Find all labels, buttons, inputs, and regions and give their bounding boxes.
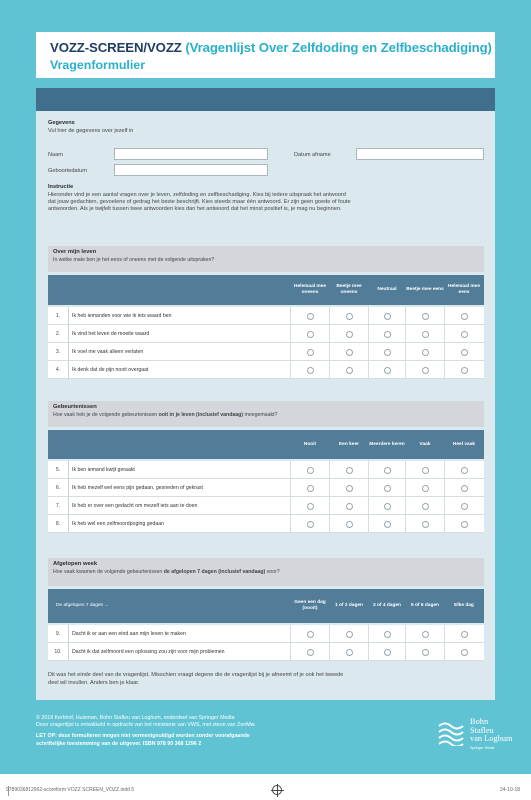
column-divider [329, 325, 330, 342]
column-divider [329, 515, 330, 532]
name-field[interactable] [114, 148, 268, 160]
answer-radio-1[interactable] [307, 503, 314, 510]
answer-radio-1[interactable] [307, 631, 314, 638]
column-divider [290, 307, 291, 324]
column-divider [444, 307, 445, 324]
section3-subtitle [53, 569, 479, 575]
answer-radio-4[interactable] [422, 631, 429, 638]
section1-subtitle: In welke mate ben je het eens of oneens met de volgende uitspraken? [53, 257, 215, 263]
logo-line-1: Bohn [470, 717, 489, 726]
answer-radio-3[interactable] [384, 331, 391, 338]
answer-radio-1[interactable] [307, 367, 314, 374]
logo-wordmark [470, 718, 513, 744]
section2-col-5: Heel vaak [452, 441, 476, 447]
item-number: 1. [48, 307, 69, 324]
answer-radio-5[interactable] [461, 467, 468, 474]
column-divider [329, 461, 330, 478]
section1-title: Over mijn leven [53, 249, 97, 255]
section1-col-5: Helemaal mee eens [448, 284, 480, 295]
answer-radio-3[interactable] [384, 367, 391, 374]
section3-col-3: 3 of 4 dagen [373, 603, 401, 608]
column-divider [405, 343, 406, 360]
gegevens-heading: Gegevens [48, 120, 75, 126]
column-divider [368, 361, 369, 378]
section3-rows [48, 625, 484, 661]
item-number: 10. [48, 643, 69, 660]
title-full-name: (Vragenlijst Over Zelfdoding en Zelfbeschadiging) [185, 40, 492, 55]
column-divider [368, 325, 369, 342]
answer-radio-3[interactable] [384, 313, 391, 320]
logo-wave-icon [436, 720, 466, 746]
answer-radio-4[interactable] [422, 503, 429, 510]
section1-col-1: Helemaal mee oneens [294, 284, 326, 295]
section2-subtitle-bold: ooit in je leven (inclusief vandaag) [158, 412, 244, 418]
section2-row-3 [48, 497, 484, 515]
answer-radio-2[interactable] [346, 649, 353, 656]
section1-col-2: Beetje mee oneens [336, 284, 362, 295]
logo-line-3: van Loghum [470, 734, 513, 744]
column-divider [290, 515, 291, 532]
section3-subtitle-post: voor? [266, 569, 280, 575]
answer-radio-5[interactable] [461, 631, 468, 638]
logo-line-2: Stafleu [470, 725, 494, 735]
item-text: Ik denk dat de pijn nooit overgaat [72, 366, 149, 373]
section3-col-4: 5 of 6 dagen [411, 603, 439, 608]
item-number: 5. [48, 461, 69, 478]
answer-radio-1[interactable] [307, 467, 314, 474]
section-gebeurtenissen [48, 401, 484, 427]
item-number: 6. [48, 479, 69, 496]
item-text: Ik heb er over een gedacht om mezelf iets aan te doen [72, 502, 198, 509]
answer-radio-5[interactable] [461, 367, 468, 374]
item-text: Ik voel me vaak alleen verlaten [72, 348, 144, 355]
column-divider [444, 325, 445, 342]
section1-col-3: Neutraal [377, 287, 397, 292]
column-divider [405, 325, 406, 342]
column-divider [368, 479, 369, 496]
item-number: 7. [48, 497, 69, 514]
column-divider [290, 479, 291, 496]
column-divider [444, 625, 445, 642]
column-divider [405, 479, 406, 496]
item-number: 3. [48, 343, 69, 360]
column-divider [368, 461, 369, 478]
date-label: Datum afname [294, 152, 331, 158]
column-divider [290, 461, 291, 478]
header-box [36, 32, 495, 78]
section1-row-4 [48, 361, 484, 379]
card-top-bar [36, 88, 495, 111]
answer-radio-5[interactable] [461, 521, 468, 528]
answer-radio-3[interactable] [384, 503, 391, 510]
answer-radio-2[interactable] [346, 503, 353, 510]
gegevens-intro: Vul hier de gegevens over jezelf in [48, 128, 134, 134]
answer-radio-5[interactable] [461, 349, 468, 356]
section2-table-header [48, 430, 484, 459]
column-divider [405, 515, 406, 532]
print-slug-date: 24-10-18 [500, 787, 521, 793]
answer-radio-1[interactable] [307, 649, 314, 656]
column-divider [405, 461, 406, 478]
answer-radio-5[interactable] [461, 331, 468, 338]
section3-row-1 [48, 625, 484, 643]
closing-line-2: deel wil invullen. Anders ben je klaar. [48, 680, 140, 686]
column-divider [329, 343, 330, 360]
section3-col-5: Elke dag [454, 603, 474, 608]
column-divider [290, 643, 291, 660]
name-label: Naam [48, 152, 63, 158]
footer [36, 715, 366, 748]
item-number: 2. [48, 325, 69, 342]
answer-radio-4[interactable] [422, 467, 429, 474]
answer-radio-2[interactable] [346, 631, 353, 638]
item-text: Ik heb mezelf wel eens pijn gedaan, gesneden of gekrast [72, 484, 203, 491]
column-divider [444, 479, 445, 496]
footer-warning-1: LET OP: deze formulieren mogen niet vermenigvuldigd worden zonder voorafgaande [36, 733, 250, 740]
answer-radio-2[interactable] [346, 367, 353, 374]
section2-row-2 [48, 479, 484, 497]
section3-table-header [48, 589, 484, 623]
answer-radio-1[interactable] [307, 521, 314, 528]
date-field[interactable] [356, 148, 484, 160]
section3-row-2 [48, 643, 484, 661]
section3-header-left: De afgelopen 7 dagen ... [56, 603, 109, 608]
closing-line-1: Dit was het einde deel van de vragenlijst. Misschien vraagt degene die de vragenlijst bij je afneemt of je ook het tweede [48, 672, 344, 678]
section2-col-4: Vaak [419, 441, 431, 447]
item-text: Ik vind het leven de moeite waard [72, 330, 150, 337]
dob-field[interactable] [114, 164, 268, 176]
section2-rows [48, 461, 484, 533]
answer-radio-3[interactable] [384, 649, 391, 656]
section1-row-1 [48, 307, 484, 325]
column-divider [290, 325, 291, 342]
column-divider [329, 497, 330, 514]
column-divider [290, 625, 291, 642]
form-title [50, 40, 492, 55]
answer-radio-1[interactable] [307, 485, 314, 492]
column-divider [405, 497, 406, 514]
item-text: Ik ben iemand kwijt geraakt [72, 466, 135, 473]
footer-warning-2: schriftelijke toestemming van de uitgever. ISBN 978 90 368 1296 2 [36, 740, 202, 747]
form-subtitle: Vragenformulier [50, 58, 146, 72]
section3-col-1: Geen een dag (nooit) [294, 600, 326, 611]
answer-radio-4[interactable] [422, 349, 429, 356]
column-divider [368, 307, 369, 324]
section1-table-header [48, 275, 484, 305]
instructie-line-1: Hieronder vind je een aantal vragen over je leven, zelfdoding en zelfbeschadiging. Kies bij iedere uitspraak het antwoord [48, 192, 346, 198]
column-divider [329, 643, 330, 660]
column-divider [329, 625, 330, 642]
footer-copyright: © 2018 Kerkhof, Huisman, Bohn Stafleu van Loghum, onderdeel van Springer Media [36, 715, 235, 721]
answer-radio-4[interactable] [422, 367, 429, 374]
item-text: Ik heb wel een zelfmoordpoging gedaan [72, 520, 164, 527]
answer-radio-2[interactable] [346, 467, 353, 474]
title-main: VOZZ-SCREEN/VOZZ [50, 40, 182, 55]
column-divider [290, 343, 291, 360]
answer-radio-2[interactable] [346, 349, 353, 356]
section2-row-4 [48, 515, 484, 533]
answer-radio-3[interactable] [384, 521, 391, 528]
column-divider [329, 361, 330, 378]
answer-radio-3[interactable] [384, 485, 391, 492]
section2-row-1 [48, 461, 484, 479]
answer-radio-3[interactable] [384, 467, 391, 474]
section1-row-3 [48, 343, 484, 361]
column-divider [444, 461, 445, 478]
column-divider [368, 515, 369, 532]
column-divider [444, 643, 445, 660]
column-divider [405, 643, 406, 660]
answer-radio-3[interactable] [384, 631, 391, 638]
column-divider [444, 343, 445, 360]
answer-radio-2[interactable] [346, 485, 353, 492]
answer-radio-2[interactable] [346, 331, 353, 338]
column-divider [329, 479, 330, 496]
answer-radio-4[interactable] [422, 313, 429, 320]
item-number: 8. [48, 515, 69, 532]
questionnaire-card [36, 88, 495, 700]
column-divider [290, 361, 291, 378]
column-divider [444, 361, 445, 378]
section2-col-3: Meerdere keren [369, 441, 405, 447]
answer-radio-5[interactable] [461, 485, 468, 492]
section3-title: Afgelopen week [53, 561, 98, 567]
column-divider [444, 497, 445, 514]
section-over-mijn-leven [48, 246, 484, 272]
answer-radio-4[interactable] [422, 331, 429, 338]
item-number: 9. [48, 625, 69, 642]
section2-subtitle-pre: Hoe vaak heb je de volgende gebeurtenissen [53, 412, 158, 418]
item-text: Dacht ik dat zelfmoord een oplossing zou zijn voor mijn problemen [72, 648, 225, 655]
instructie-line-3: antwoorden. Als je twijfelt tussen twee antwoorden kies dan het antwoord dat het minst positief is, je mag nu beginnen. [48, 206, 342, 212]
column-divider [368, 343, 369, 360]
answer-radio-4[interactable] [422, 521, 429, 528]
logo-subtext: Springer Media [470, 746, 495, 750]
section1-rows [48, 307, 484, 379]
column-divider [368, 625, 369, 642]
answer-radio-4[interactable] [422, 649, 429, 656]
section2-title: Gebeurtenissen [53, 404, 97, 410]
dob-label: Geboortedatum [48, 168, 87, 174]
item-text: Ik heb iemanden voor wie ik iets waard ben [72, 312, 172, 319]
section-afgelopen-week [48, 558, 484, 586]
section2-subtitle-post: meegemaakt? [244, 412, 278, 418]
answer-radio-1[interactable] [307, 331, 314, 338]
registration-mark-icon [272, 785, 282, 795]
answer-radio-1[interactable] [307, 313, 314, 320]
column-divider [405, 361, 406, 378]
answer-radio-2[interactable] [346, 521, 353, 528]
section2-col-1: Nooit [303, 441, 317, 447]
section1-row-2 [48, 325, 484, 343]
answer-radio-3[interactable] [384, 349, 391, 356]
footer-funding: Deze vragenlijst is ontwikkeld in opdracht van het ministerie van VWS, met steun van ZonMw. [36, 722, 256, 729]
column-divider [368, 643, 369, 660]
column-divider [444, 515, 445, 532]
answer-radio-2[interactable] [346, 313, 353, 320]
answer-radio-5[interactable] [461, 649, 468, 656]
column-divider [329, 307, 330, 324]
answer-radio-5[interactable] [461, 503, 468, 510]
column-divider [368, 497, 369, 514]
answer-radio-5[interactable] [461, 313, 468, 320]
column-divider [290, 497, 291, 514]
section1-col-4: Beetje mee eens [406, 287, 444, 292]
item-number: 4. [48, 361, 69, 378]
column-divider [405, 307, 406, 324]
section3-subtitle-bold: de afgelopen 7 dagen (inclusief vandaag) [163, 569, 266, 575]
answer-radio-4[interactable] [422, 485, 429, 492]
publisher-logo [436, 718, 526, 756]
instructie-line-2: dat jouw gedachten, gevoelens of gedrag het beste beschrijft. Kies steeds maar één antwoord. Er zijn geen goede of foute [48, 199, 351, 205]
column-divider [405, 625, 406, 642]
section2-col-2: Een keer [338, 441, 359, 447]
answer-radio-1[interactable] [307, 349, 314, 356]
item-text: Dacht ik er aan een eind aan mijn leven te maken [72, 630, 186, 637]
section3-subtitle-pre: Hoe vaak kwamen de volgende gebeurtenissen [53, 569, 163, 575]
section3-col-2: 1 of 2 dagen [335, 603, 363, 608]
section2-subtitle [53, 412, 479, 418]
print-slug [0, 782, 531, 800]
print-slug-file: 9789036812962-scoreform VOZZ SCREEN_VOZZ.indd 5 [6, 787, 135, 793]
instructie-heading: Instructie [48, 184, 74, 190]
